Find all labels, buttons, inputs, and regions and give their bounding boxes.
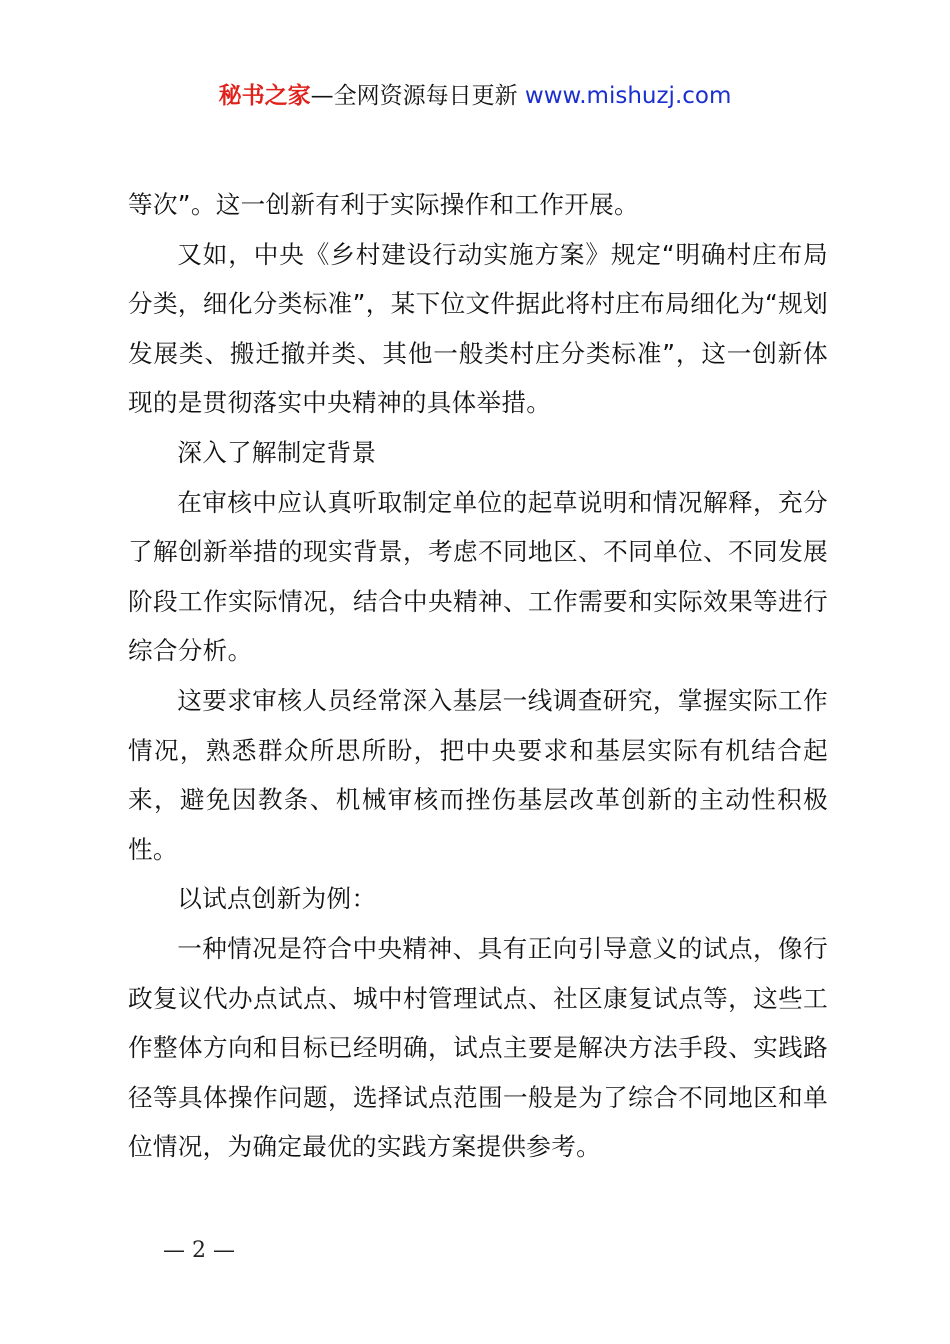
document-body: [128, 180, 828, 1172]
brand-name: 秘书之家: [218, 83, 311, 109]
paragraph: 这要求审核人员经常深入基层一线调查研究，掌握实际工作情况，熟悉群众所思所盼，把中央要求和基层实际有机结合起来，避免因教条、机械审核而挫伤基层改革创新的主动性积极性。: [128, 685, 828, 864]
paragraph: 又如，中央《乡村建设行动实施方案》规定“明确村庄布局分类，细化分类标准”，某下位文件据此将村庄布局细化为“规划发展类、搬迁撤并类、其他一般类村庄分类标准”，这一创新体现的是贯彻落实中央精神的具体举措。: [128, 239, 828, 418]
header-slogan: —全网资源每日更新: [310, 83, 525, 109]
site-url-link[interactable]: www.mishuzj.com: [524, 83, 732, 109]
paragraph: 以试点创新为例：: [177, 884, 377, 914]
paragraph: 等次”。这一创新有利于实际操作和工作开展。: [128, 190, 639, 219]
paragraph: 一种情况是符合中央精神、具有正向引导意义的试点，像行政复议代办点试点、城中村管理试点、社区康复试点等，这些工作整体方向和目标已经明确，试点主要是解决方法手段、实践路径等具体操作问题，选择试点范围一般是为了综合不同地区和单位情况，为确定最优的实践方案提供参考。: [128, 933, 828, 1162]
site-header: [0, 80, 950, 112]
paragraph: 在审核中应认真听取制定单位的起草说明和情况解释，充分了解创新举措的现实背景，考虑不同地区、不同单位、不同发展阶段工作实际情况，结合中央精神、工作需要和实际效果等进行综合分析。: [128, 487, 828, 666]
page-number: — 2 —: [163, 1238, 235, 1263]
section-heading: 深入了解制定背景: [177, 437, 377, 467]
